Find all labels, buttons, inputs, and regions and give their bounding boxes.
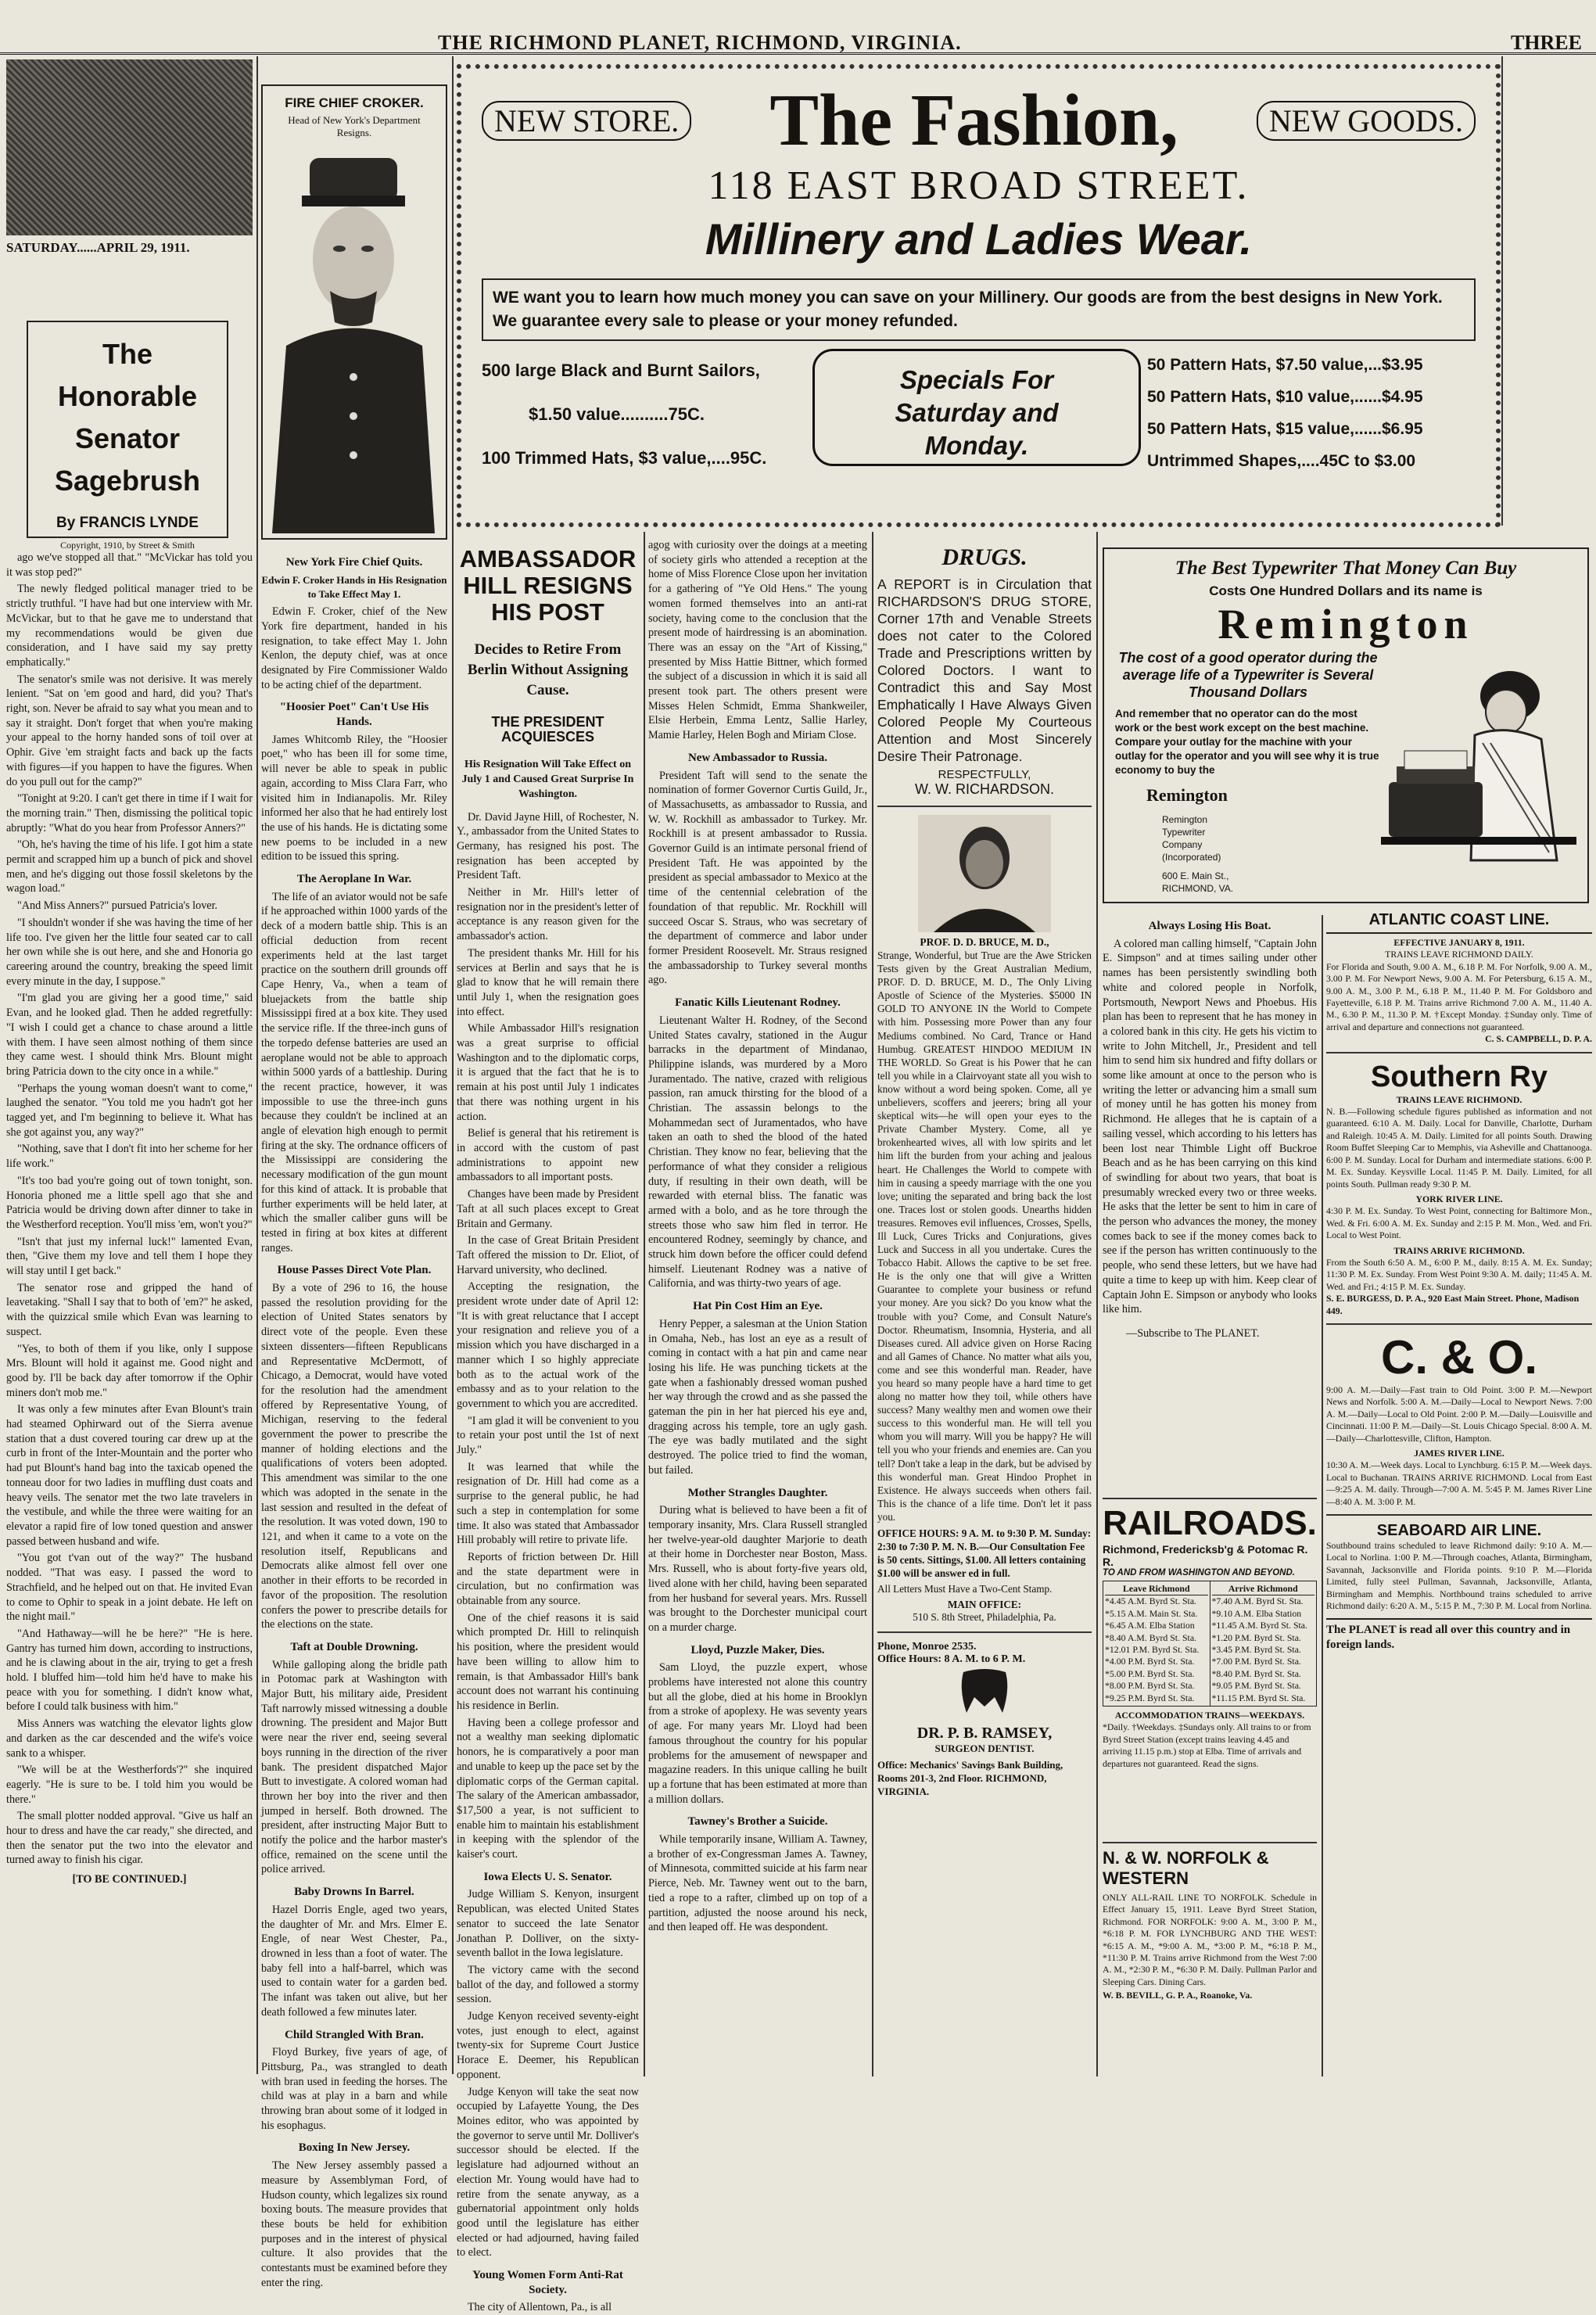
nw-schedule: ONLY ALL-RAIL LINE TO NORFOLK. Schedule in Effect January 15, 1911. Leave Byrd Street Station, Richmond. FOR NORFOLK: 9:00 A. M., 3:00 P. M., *6:18 P. M. FOR LYNCHBURG AND THE WEST: *6:15 A. M., *9:00 A. M., *3:00 P. M., *6:18 P. M., *11:30 P. M. Trains arrive Richmond from the West 7:00 A. M., *2:30 P. M., *6:30 P. M. Daily. Pullman Parlor and Sleeping Cars. Dining Cars. [1103,1892,1317,1987]
rfp-notes: *Daily. †Weekdays. ‡Sundays only. All trains to or from Byrd Street Station (except trains leaving 4.45 and arriving 11.15 p.m.) stop at Elba. Time of arrivals and departures not guaranteed. Read the signs. [1103,1721,1311,1769]
section-rule [877,1631,1092,1633]
fashion-address: 118 EAST BROAD STREET. [708,163,1250,208]
seaboard-title: SEABOARD AIR LINE. [1376,1522,1542,1540]
masthead [0,0,1596,55]
southern-agent: S. E. BURGESS, D. P. A., 920 East Main Street. Phone, Madison 449. [1326,1293,1580,1316]
co-title: C. & O. [1380,1330,1537,1384]
nw-railroad [1103,1842,1317,2069]
column-rule [256,56,258,2074]
column-rule [872,532,873,2076]
southern-sub: TRAINS LEAVE RICHMOND. [1396,1093,1522,1105]
remington-body-name: Remington [1146,785,1228,805]
drugs-signature: W. W. RICHARDSON. [914,781,1054,797]
railroad-schedules [1326,911,1592,2073]
section-rule [1326,1514,1592,1516]
section-rule [1326,1052,1592,1053]
column-rule [1501,56,1503,526]
remington-company: Remington Typewriter Company (Incorporated) 600 E. Main St., RICHMOND, VA. [1162,814,1234,894]
southern-schedule: N. B.—Following schedule figures published as information and not guaranteed. 6:10 A. M. Daily. Local for Danville, Charlotte, Durham and Raleigh. 10:45 A. M. Daily. Limited for all points South. Drawing Room Buffet Sleeping Car to Memphis, via Asheville and Chattanooga. 6:00 P. M. Sunday. Local for Durham and intermediate stations. 6:00 P. M. Ex. Sunday. Keysville Local. 11:45 P. M. Daily. Limited, for all points South. Pullman ready 9:30 P. M. [1326,1106,1592,1190]
hill-headline: AMBASSADOR HILL RESIGNS HIS POST [459,545,637,626]
subscribe-line: —Subscribe to The PLANET. [1126,1326,1260,1340]
acl-effective: EFFECTIVE JANUARY 8, 1911. [1393,937,1525,948]
croker-box-caption: Head of New York's Department Resigns. [288,114,421,138]
seaboard-schedule: Southbound trains scheduled to leave Richmond daily: 9:10 A. M.—Local to Norlina. 1:00 P. M.—Through coaches, Atlanta, Birmingham, Savannah, Jacksonville and Florida points. 9:10 P. M.—Florida Limited, fully steel Pullman, Savannah, Jacksonville, Atlanta, Birmingham and Memphis. Northbound trains scheduled to arrive Richmond daily: 6:20 A. M., 5:15 P. M., 7:30 P. M. Local from Norlina. [1326,1540,1592,1612]
new-store-label: NEW STORE. [482,101,691,141]
drugs-title: DRUGS. [941,544,1028,570]
serial-text: ago we've stopped all that." "McVickar has told you it was stop ped?" The newly fledged political manager tried to be strictly truthful. "I have had but one interview with Mr. McVickar, but to that he gave me to understand that my recommendations would be given due consideration, and I have said my say pretty emphatically." The senator's smile was not derisive. It was merely lenient. "Sat on 'em good and hard, did you? That's right, son. Never be afraid to say what you mean and to say it straight. Don't forget that when you're making your appeal to the horny handed sons of toil over at Ophir. Give 'em straight facts and back up the facts with figures—if you happen to have the figures. When do you pull out for the camp?" "Tonight at 9:20. I can't get there in time if I wait for the morning train." Then, dismissing the political topic abruptly: "What do you hear from Professor Anners?" "Oh, he's having the time of his life. I got him a state permit and scrapped him up a bunch of pick and shovel men, and he's digging out those fossil skeletons by the wagon load." "And Miss Anners?" pursued Patricia's lover. "I shouldn't wonder if she was having the time of her life too. I've given her the little four seated car to call her own while she is out here, and she and Honoria go careering around the country, breaking the speed limit every minute in the day, I suppose." "I'm glad you are giving her a good time," said Evan, and he looked glad. Then he added regretfully: "I wish I could get a chance to chase around a little with them. I have seen almost nothing of them since they came west. I should think Mrs. Blount might bring Patricia down to the city once in a while." "Perhaps the young woman doesn't want to come," laughed the senator. "You told me you hadn't got her tagged yet, and I'm beginning to believe it. What has she got against you, any way?" "Nothing, save that I don't fit into her scheme for her life work." "It's too bad you're going out of town tonight, son. Honoria phoned me a little spell ago that she and Patricia would be driving down after dinner to take in the Westherford reception. You'll miss 'em, won't you?" "Isn't that just my infernal luck!" lamented Evan, then, "Give them my love and tell them I hope they will stay until I get back." The senator rose and gripped the hand of leavetaking. "Shall I say that to both of 'em?" he asked, with the quizzical smile which Evan was learning to suspect. "Yes, to both of them if you like, only I suppose Mrs. Blount will hold it against me. Good night and good by. I'll be back day after tomorrow if the Ophir miners don't mob me." It was only a few minutes after Evan Blount's train had steamed Ophirward out of the Sierra avenue station that a dust covered touring car drew up at the curb in front of the Inter-Mountain and the porter who had put Blount's hand bag into the taxicab opened the tonneau door for two ladies in muffling dust coats and heavy veils. The senator met the two late travelers in the vestibule, and while the three were waiting for an elevator a rapid fire of low toned question and answer passed between husband and wife. "You got t'van out of the way?" The husband nodded. "That was easy. I passed the word to Strachfield, and he helped out on that. He invited Evan to come to Ophir to speak in a joint debate. He left on the night mail." "And Hathaway—will he be here?" "He is here. Gantry has turned him down, according to instructions, and he is clawing about in the air, trying to get a fresh hold. I bluffed him—told him he'd have to make his peace with you for something. I didn't know what, before I could talk business with him." Miss Anners was watching the elevator lights glow and darken as the car descended and the wife's voice sank to a whisper. "We will be at the Westherfords'?" she inquired eagerly. "He is sure to be. I told him you would be there." The small plotter nodded approval. "Give us half an hour to dress and have the car ready," she directed, and then the senator put the two into the elevator and turned away to finish his cigar. [TO BE CONTINUED.] [6,551,253,1886]
bruce-letters: All Letters Must Have a Two-Cent Stamp. [877,1583,1053,1595]
ramsey-office: Office: Mechanics' Savings Bank Building, Rooms 201-3, 2nd Floor. RICHMOND, VIRGINIA. [877,1759,1063,1798]
planet-footer: The PLANET is read all over this country and in foreign lands. [1326,1618,1592,1653]
bruce-ad-text: Strange, Wonderful, but True are the Awe Stricken Tests given by the Great Australian Medium, PROF. D. D. BRUCE, M. D., The Only Living Apostle of Science of the Mysteries. $5000 IN GOLD TO ANYONE IN the World to Compete with him. Possessing more Power than any four Mediums combined. No Card, Trance or Hand Humbug. GREATEST HINDOO MEDIUM IN THE WORLD. So Great is his Power that he can tell you while in a Clairvoyant state all you wish to know without a word being spoken. Come, all ye unbelievers, scoffers and jeerers; bring all your skeptical wits—he will open your eyes to the Private Chamber Mystery. Come, all ye brokenhearted wives, all with low spirits and let him lift the burden from your aching and jealous heart. He Challenges the World to compete with him in causing a speedy marriage with the one you love; uniting the separated and bring back the lost one. Traces lost or stolen goods. Unearths hidden treasures. Removes evil influences, Crosses, Spells, Ill Luck, Cures Tricks and Conjurations, gives Luck and Success in all you undertake. Cures the Tobacco Habit. Allows the captive to be set free. He is the only one that will give a Written Guarantee to complete your business or refund your money. Are you sick? Do you know what the trouble with you? Come, and Consult Nature's Doctor. Rheumatism, Insomnia, Hysteria, and all Diseases cured. All advice given on Horse Racing and all Games of Chance. No matter what ails you, come and see this wonderful man. Reader, have you heard so many people have a hard time to get along no matter how they toil, while others have success? Many wealthy men and women owe their success to this wonderful man. He will tell you whom you will marry. Will you be happy? He will tell you who your friends and enemies are. Can you tell? Don't take a leap in the dark, but be advised by this wonderful man. Great Hindoo Prophet in Existence. He always succeeds when others fail. This is the chance of a life time. Don't let it pass you. [877,949,1092,1523]
york-title: YORK RIVER LINE. [1415,1193,1503,1204]
southern-title: Southern Ry [1371,1060,1548,1093]
fashion-specials: Specials For Saturday and Monday. [812,349,1141,466]
bruce-portrait-wrap [877,815,1092,936]
bruce-portrait [918,815,1051,932]
acl-schedule: For Florida and South, 9.00 A. M., 6.18 P. M. For Norfolk, 9.00 A. M., 3.00 P. M. For Newport News, 9.00 A. M. For Petersburg, 6.15 A. M., 9.00 A. M., 3.00 P. M., 6.18 P. M., 11.40 P. M. For Goldsboro and Fayetteville, 6.18 P. M. Trains arrive Richmond 7.00 A. M., 11.40 A. M., 6.30 P. M., 11.30 P. M. †Except Monday. ‡Sunday only. Time of arrival and departure and connections not guaranteed. [1326,960,1592,1032]
ramsey-name: DR. P. B. RAMSEY, [916,1725,1053,1743]
fashion-left-prices: 500 large Black and Burnt Sailors, $1.50 value..........75C. 100 Trimmed Hats, $3 value,....95C. [482,361,767,468]
fashion-subtitle: Millinery and Ladies Wear. [705,214,1253,264]
bruce-office-label: MAIN OFFICE: [947,1599,1022,1611]
column-rule [1096,532,1098,2076]
hill-deck-three: His Resignation Will Take Effect on July 1 and Caused Great Surprise In Washington. [461,759,634,800]
southern-arrive-schedule: From the South 6:50 A. M., 6:00 P. M., daily. 8:15 A. M. Ex. Sunday; 11:30 P. M. Ex. Sunday. From West Point 9:30 A. M. daily; 11:45 A. M. Wed. and Fri.; 4:15 P. M. Ex. Sunday. [1326,1256,1592,1292]
section-rule [1103,1498,1317,1499]
typist-illustration [1381,649,1576,884]
acl-sub: TRAINS LEAVE RICHMOND DAILY. [1385,949,1533,960]
james-title: JAMES RIVER LINE. [1414,1448,1505,1459]
rfp-timetable: Leave Richmond *4.45 A.M. Byrd St. Sta. *5.15 A.M. Main St. Sta. *6.45 A.M. Elba Station *8.40 A.M. Byrd St. Sta. *12.01 P.M. Byrd St. Sta. *4.00 P.M. Byrd St. Sta. *5.00 P.M. Byrd St. Sta. *8.00 P.M. Byrd St. Sta. *9.25 P.M. Byrd St. Sta. Arrive Richmond *7.40 A.M. Byrd St. Sta. *9.10 A.M. Elba Station *11.45 A.M. Byrd St. Sta. *1.20 P.M. Byrd St. Sta. *3.45 P.M. Byrd St. Sta. *7.00 P.M. Byrd St. Sta. *8.40 P.M. Byrd St. Sta. *9.05 P.M. Byrd St. Sta. *11.15 P.M. Byrd St. Sta. [1103,1581,1317,1707]
bruce-office: 510 S. 8th Street, Philadelphia, Pa. [913,1611,1056,1624]
croker-portrait [263,142,446,533]
new-goods-label: NEW GOODS. [1257,101,1476,141]
fashion-price-grid [482,349,1476,490]
acl-agent: C. S. CAMPBELL, D. P. A. [1485,1033,1592,1045]
york-schedule: 4:30 P. M. Ex. Sunday. To West Point, connecting for Baltimore Mon., Wed. & Fri. 6:00 A. M. Ex. Sunday and 2:15 P. M. Mon., Wed. and Fri. Local to West Point. [1326,1205,1592,1241]
newspaper-title: THE RICHMOND PLANET, RICHMOND, VIRGINIA. [438,31,962,54]
croker-portrait-box [261,84,447,540]
nw-agent: W. B. BEVILL, G. P. A., Roanoke, Va. [1103,1990,1253,2001]
fashion-notice: WE want you to learn how much money you can save on your Millinery. Our goods are from the best designs in New York. We guarantee every sale to please or your money refunded. [482,278,1476,341]
bruce-hours: OFFICE HOURS: 9 A. M. to 9:30 P. M. Sunday: 2:30 to 7:30 P. M. N. B.—Our Consultation Fee is 50 cents. Sittings, $1.00. All letters containing $1.00 will be answer ed in full. [877,1527,1092,1580]
column-four-news: agog with curiosity over the doings at a meeting of society girls who attended a reception at the home of Miss Florence Close upon her invitation for a gathering of "Ye Old Hens." The young women formed themselves into an anti-rat society, having come to the conclusion that the present mode of hairdressing is an abomination. There was an essay on the "Art of Kissing," presented by Miss Hattie Bittner, which formed the subject of a discussion in which it is said all present took part. The others present were Misses Helen Schmidt, Emma Shankweiler, Elsie Herbein, Emma Lentz, Sallie Harley, Mamie Harley, Helen Bogh and Miriam Close. New Ambassador to Russia. President Taft will send to the senate the nomination of former Governor Curtis Guild, Jr., of Massachusetts, as ambassador to Russia, and W. W. Rockhill as ambassador to Turkey. Mr. Rockhill is at present ambassador to Russia. Governor Guild is an intimate personal friend of President Taft. He was appointed by the president as special ambassador to Mexico at the time of the centennial celebration of the foundation of that republic. Mr. Rockhill will succeed Oscar S. Straus, who was secretary of the department of commerce and labor under former President Roosevelt. Mr. Straus resigned the ambassadorship to Turkey several months ago. Fanatic Kills Lieutenant Rodney. Lieutenant Walter H. Rodney, of the Second United States cavalry, stationed in the Augur barracks in the department of Mindanao, Philippine islands, was murdered by a Moro Juramentado. The native, crazed with religious passion, ran amuck thirsting for the blood of a Christian. The assassin belongs to the Mohammedan sect of Juramentados, who have taken an oath to shed the blood of the hated Christian. They know no fear, believing that the performance of what they consider a religious duty, if resulting in their own death, will be rewarded with eternal bliss. The fanatic was armed with a bolo, and as he tore through the streets those who saw him fled in terror. He encountered Rodney, seemingly by chance, and struck him down before the officer could defend himself. Lieutenant Rodney was a native of California, and was thirty-two years of age. Hat Pin Cost Him an Eye. Henry Pepper, a salesman at the Union Station in Omaha, Neb., has lost an eye as a result of coming in contact with a hat pin and came near losing his life. He was punching tickets at the gate when a fashionably dressed woman pushed her way through the crowd and as she passed the gateman the pin in her hat pierced his eye and, dragging across his temple, tore an ugly gash. The eye was badly mutilated and the sight destroyed. The police tried to find the woman, but failed. Mother Strangles Daughter. During what is believed to have been a fit of temporary insanity, Mrs. Clara Russell strangled her twelve-year-old daughter Marjorie to death at their home in Dorchester near Boston, Mass. Mrs. Russell, who is about forty-five years old, lived alone with her child, having been separated from her husband for several years. Mrs. Russell was brought to the Dorchester municipal court on a murder charge. Lloyd, Puzzle Maker, Dies. Sam Lloyd, the puzzle expert, whose problems have interested not alone this country but all the globe, died at his home in Brooklyn from a stroke of apoplexy. He was seventy years of age. For many years Mr. Lloyd had been famous throughout the country for his popular problems for the amusement of newspaper and magazine readers. In this unique calling he built up a fortune that has been estimated at more than a million dollars. Tawney's Brother a Suicide. While temporarily insane, William A. Tawney, a brother of ex-Congressman James A. Tawney, of Minnesota, committed suicide at his farm near Pierce, Neb. Mr. Tawney went out to the barn, tied a rope to a rafter, climbed up on top of a partition, adjusted the noose around his neck, and then leaped off. He was despondent. [648,539,867,1934]
column-rule [452,56,454,2074]
croker-box-title: FIRE CHIEF CROKER. [285,95,424,110]
rfp-name: Richmond, Fredericksb'g & Potomac R. R. [1103,1543,1308,1568]
fashion-header [482,77,1476,164]
serial-copyright: Copyright, 1910, by Street & Smith [60,540,195,551]
page-number: THREE [1510,31,1582,54]
serial-title-box [27,321,228,551]
remington-lead: The cost of a good operator during the average life of a Typewriter is Several Thousand Dollars [1118,650,1378,700]
southern-arrive-title: TRAINS ARRIVE RICHMOND. [1393,1244,1525,1256]
fashion-ad [457,64,1501,527]
engraved-emblem [6,59,253,235]
column-rule [644,532,645,2076]
serial-author: By FRANCIS LYNDE [56,515,199,531]
rfp-accommodation: ACCOMMODATION TRAINS—WEEKDAYS. [1114,1710,1305,1721]
hill-deck: Decides to Retire From Berlin Without Assigning Cause. [467,641,629,698]
acl-title: ATLANTIC COAST LINE. [1326,911,1592,934]
boat-notice: Always Losing His Boat. A colored man calling himself, "Captain John E. Simpson" and at times sailing under other names has been persistently swindling both white and colored people in Norfolk, Portsmouth, Newport News and Phoebus. His plan has been to represent that he has money in a colored bank in this city. He gets his victim to write to John Mitchell, Jr., President and tell him to send him six hundred and fifty dollars or some like amount at once to the person who is writing the letter or advancing him a small sum of money until he has gotten his money from Richmond. He alleges that he is captain of a sailing vessel, which according to his letters has been lost near Thimble Light off Buckroe Beach and as he has been carrying on this kind of swindling for about two years, that boat is presumably wrecked every two or three weeks. He asks that the letter be sent to him in care of the person who advances the money, the money comes back to see if the money comes back to see if the person has written continuously to the people, who send these letters, but we have had quite a time to keep up with him. Keep clear of Captain John E. Simpson or anybody who looks like him. —Subscribe to The PLANET. [1103,920,1317,1340]
remington-ad [1103,547,1589,903]
hill-article: AMBASSADOR HILL RESIGNS HIS POST Decides to Retire From Berlin Without Assigning Cause. THE PRESIDENT ACQUIESCES His Resignation Will Take Effect on July 1 and Caused Great Surprise In Washington. Dr. David Jayne Hill, of Rochester, N. Y., ambassador from the United States to Germany, has resigned his post. The resignation has been accepted by President Taft. Neither in Mr. Hill's letter of resignation nor in the president's letter of acceptance is any reason given for the ambassador's action. The president thanks Mr. Hill for his services at Berlin and says that he is glad to know that he will remain there until July 1, when the resignation goes into effect. While Ambassador Hill's resignation was a great surprise to official Washington and to the diplomatic corps, it is argued that the fact that he is to remain at his post until July 1 indicates that there was nothing urgent in his action. Belief is general that his retirement is in accord with the custom of past administrations to appoint new ambassadors to all important posts. Changes have been made by President Taft at all such places except to Great Britain and Germany. In the case of Great Britain President Taft offered the mission to Dr. Eliot, of Harvard university, who declined. Accepting the resignation, the president wrote under date of April 12: "It is with great reluctance that I accept your resignation and relieve you of a mission which you have discharged in a manner which I so highly appreciate both as to the actual work of the embassy and as to your relation to the government to which you are accredited. "I am glad it will be convenient to you to retain your post until the 1st of next July." It was learned that while the resignation of Dr. Hill had come as a surprise to the general public, he had such a step in contemplation for some time. It also was stated that Ambassador Hill probably will retire to private life. Reports of friction between Dr. Hill and the state department were in circulation, but no confirmation was obtainable from any source. One of the chief reasons it is said which prompted Dr. Hill to relinquish his position, where the president would have been willing to allow him to remain, is that Ambassador Hill's bank account does not warrant his continuing his residence in Berlin. Having been a college professor and not a wealthy man seeking diplomatic honors, he is comparatively a poor man and unable to keep up the pace set by the diplomatic corps of the German capital. The salary of the American ambassador, $17,500 a year, is not sufficient to enable him to maintain his establishment in keeping with the splendor of the kaiser's court. Iowa Elects U. S. Senator. Judge William S. Kenyon, insurgent Republican, was elected United States senator to succeed the late Senator Jonathan P. Dolliver, on the sixty-seventh ballot in the Iowa legislature. The victory came with the second ballot of the day, and followed a stormy session. Judge Kenyon received seventy-eight votes, just enough to elect, against twenty-six for Supreme Court Justice Horace E. Deemer, his Republican opponent. Judge Kenyon will take the seat now occupied by Lafayette Young, the Des Moines editor, who was appointed by the governor to serve until Mr. Dolliver's successor should be elected. If the legislature had adjourned without an election Mr. Young would have had to retire from the senate anyway, as a gubernatorial appointment only holds good until the legislature has either elected or had adjourned, having failed to elect. Young Women Form Anti-Rat Society. The city of Allentown, Pa., is all [457,538,639,2071]
railroads-title: RAILROADS. [1103,1504,1317,1542]
drugs-notice: A REPORT is in Circulation that RICHARDSON'S DRUG STORE, Corner 17th and Venable Streets does not cater to the Colored Trade and Prescriptions written by Colored Doctors. I want to Contradict this and Say Most Emphatically I Have Always Given Colored People My Courteous Attention and Most Sincerely Desire Their Patronage. [877,576,1092,764]
dateline: SATURDAY......APRIL 29, 1911. [6,240,190,255]
rfp-railroad [1103,1498,1317,1834]
column-rule [1322,915,1323,2076]
bruce-caption: PROF. D. D. BRUCE, M. D., [920,936,1049,948]
section-rule [1326,1323,1592,1325]
james-schedule: 10:30 A. M.—Week days. Local to Lynchburg. 6:15 P. M.—Week days. Local to Buchanan. TRAINS ARRIVE RICHMOND. Local from East—9:25 A. M. daily. Through—7:00 A. M. 5:45 P. M. James River Line—8:40 A. M. 3:00 P. M. [1326,1459,1592,1507]
ramsey-title: SURGEON DENTIST. [934,1743,1035,1755]
rfp-sub: TO AND FROM WASHINGTON AND BEYOND. [1103,1568,1295,1577]
drugs-respectfully: RESPECTFULLY, [938,768,1031,781]
ramsey-hours: Office Hours: 8 A. M. to 6 P. M. [877,1653,1026,1666]
section-rule [877,806,1092,807]
ramsey-phone: Phone, Monroe 2535. [877,1641,977,1653]
to-be-continued: [TO BE CONTINUED.] [72,1873,187,1886]
fashion-right-prices: 50 Pattern Hats, $7.50 value,...$3.95 50 Pattern Hats, $10 value,......$4.95 50 Pattern Hats, $15 value,......$6.95 Untrimmed Shapes,....45C to $3.00 [1147,356,1423,470]
co-schedule: 9:00 A. M.—Daily—Fast train to Old Point. 3:00 P. M.—Newport News and Norfolk. 5:00 A. M.—Daily—Local to Newport News. 7:00 A. M.—Daily—Local to Old Point. 2:00 P. M.—Daily—Louisville and Cincinnati. 11:00 P. M.—Daily—St. Louis Chicago Special. 8:00 A. M.—Daily—Charlottesville, Clifton, Hampton. [1326,1384,1592,1444]
section-rule [1103,1842,1317,1843]
serial-title: The Honorable Senator Sagebrush [54,338,201,497]
remington-name: Remington [1218,601,1474,648]
column-five-ads [877,538,1092,2071]
nw-title: N. & W. NORFOLK & WESTERN [1103,1848,1269,1888]
remington-subhead: Costs One Hundred Dollars and its name is [1209,583,1483,598]
tooth-illustration [877,1666,1092,1721]
remington-headline: The Best Typewriter That Money Can Buy [1175,558,1517,579]
fashion-store-name: The Fashion, [769,80,1178,161]
remington-body: And remember that no operator can do the most work or the best work except on the best machine. Compare your outlay for the machine with your outlay for the operator and you will see why it is true economy to buy the [1115,708,1379,776]
croker-headline: New York Fire Chief Quits. [285,556,423,569]
hill-deck-two: THE PRESIDENT ACQUIESCES [491,714,604,745]
column-two-briefs: New York Fire Chief Quits. Edwin F. Croker Hands in His Resignation to Take Effect May 1. Edwin F. Croker, chief of the New York fire department, handed in his resignation, to take effect May 1. John Kenlon, the deputy chief, was at once designated by Fire Commissioner Waldo to be acting chief of the department. "Hoosier Poet" Can't Use His Hands. James Whitcomb Riley, the "Hoosier poet," who has been ill for some time, will never be able to speak in public again, according to Miss Clara Farr, who visited him in Indianapolis. Mr. Riley informed her also that he had entirely lost the use of his hands. He is dictating some new poems to be included in a new edition to be issued this spring. The Aeroplane In War. The life of an aviator would not be safe if he approached within 1000 yards of the deck of a modern battle ship. This is an official deduction from recent experiments held at the last target practice on the southern drill grounds off Cape Henry, Va., when a team of bluejackets from the battle ship Mississippi fired at a box kite. They used the service rifle. If the three-inch guns of the torpedo defense batteries are used an aeroplane would not be able to approach within 5000 yards of a battleship. During the recent practice, however, it was impossible to use the three-inch guns because they couldn't be inclined at an angle of elevation high enough to permit firing at the sky. The ordnance officers of the Mississippi are considering the necessary modification of the gun mount for this kind of attack. It is probable that further experiments will be held later, at which the smaller caliber guns will be tested in firing at box kites at different ranges. House Passes Direct Vote Plan. By a vote of 296 to 16, the house passed the resolution providing for the election of United States senators by direct vote of the people. Even these sixteen dissenters—fifteen Republicans and Representative McDermott, of Chicago, a Democrat, would have voted for the resolution had the amendment offered by Representative Young, of Michigan, reserving to the federal government the power to prescribe the manner of holding elections and the qualifications of voters been adopted. This amendment was similar to the one which was adopted in the senate in the last session and resulted in the defeat of the resolution. It was voted down, 190 to 121, and when it came to a vote on the resolution itself, Republicans and Democrats alike almost fell over one another in their efforts to be recorded in favor of the proposition. The resolution confers the power to prescribe details for the elections on the state. Taft at Double Drowning. While galloping along the bridle path in Potomac park at Washington with Major Butt, his military aide, President Taft narrowly missed witnessing a double drowning. The president and Major Butt were near the river end, seeing several boys running in the direction of the river bank. The president dispatched Major Butt to investigate. A colored woman had thrown her boy into the river and then jumped in herself. Both drowned. The president, after instructing Major Butt to notify the police and the harbor master's office, remained on the scene until the police arrived. Baby Drowns In Barrel. Hazel Dorris Engle, aged two years, the daughter of Mr. and Mrs. Elmer E. Engle, of near West Chester, Pa., drowned in less than a foot of water. The baby fell into a half-barrel, which was used to contain water for a garden bed. The infant was taken out alive, but her death followed a few minutes later. Child Strangled With Bran. Floyd Burkey, five years of age, of Pittsburg, Pa., was strangled to death with bran used in feeding the horses. The child was at play in a barn and while throwing bran about some of it lodged in his esophagus. Boxing In New Jersey. The New Jersey assembly passed a measure by Assemblyman Ford, of Hudson county, which legalizes six round boxing bouts. The measure provides that these bouts be held for exhibition purposes and in the interest of physical culture. It also provides that the contestants must be examined before they enter the ring. [261,556,447,2289]
